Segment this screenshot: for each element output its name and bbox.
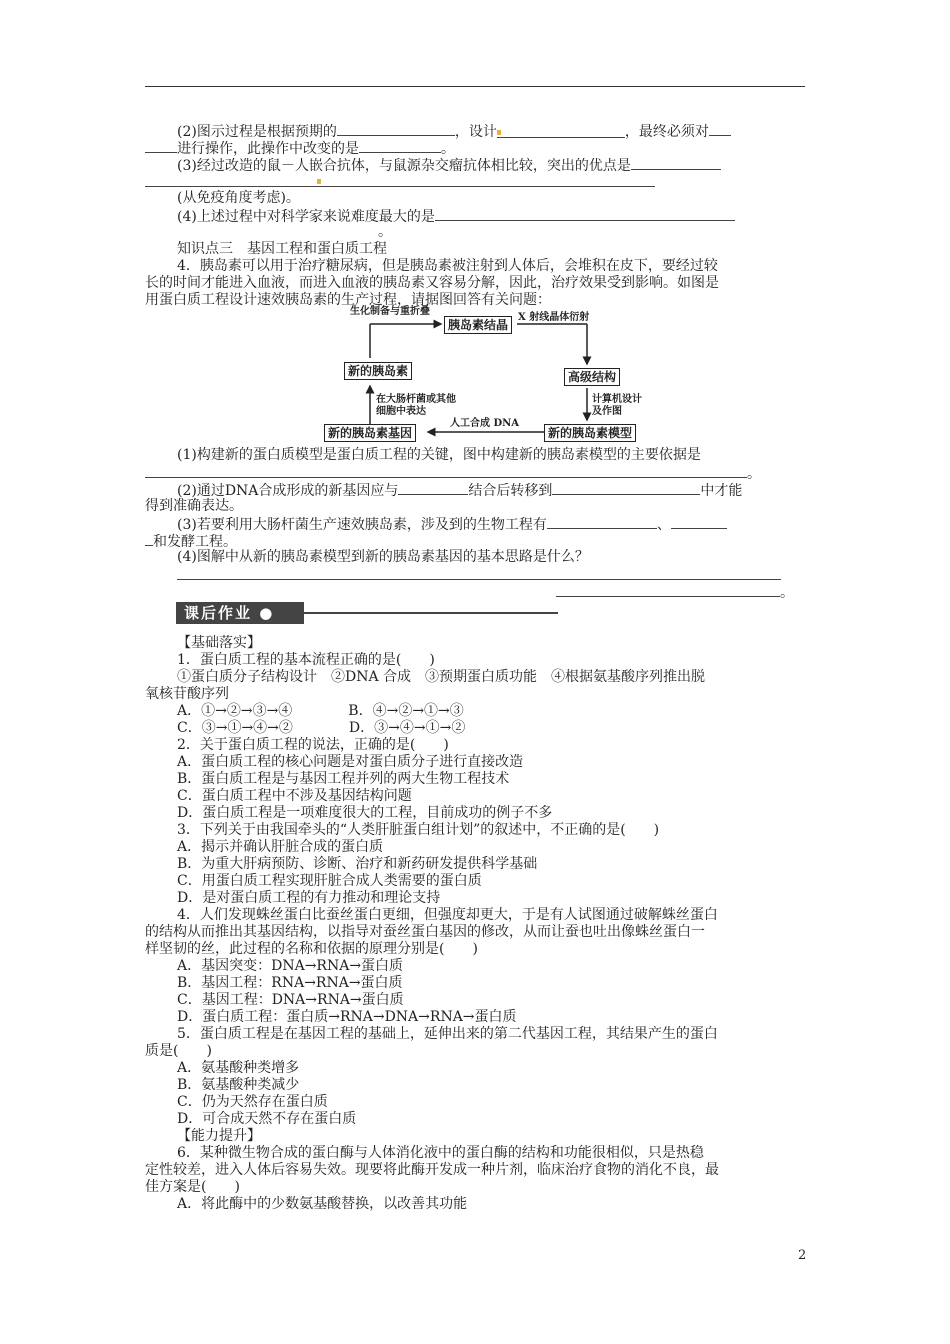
flow-diagram <box>320 306 642 442</box>
label-express-1: 在大肠杆菌或其他 <box>376 394 456 405</box>
hw-q2-d: D．蛋白质工程是一项难度很大的工程，目前成功的例子不多 <box>177 805 553 821</box>
hw-q1-items-2: 氧核苷酸序列 <box>145 686 229 702</box>
hw-q5-a: A．氨基酸种类增多 <box>177 1060 300 1076</box>
hw-q4-c: C．基因工程：DNA→RNA→蛋白质 <box>177 992 404 1008</box>
hw-q1-items: ①蛋白质分子结构设计 ②DNA 合成 ③预期蛋白质功能 ④根据氨基酸序列推出脱 <box>177 669 706 685</box>
hw-q5-c: C．仍为天然存在蛋白质 <box>177 1094 328 1110</box>
hw-q4-d: D．蛋白质工程：蛋白质→RNA→DNA→RNA→蛋白质 <box>177 1009 517 1025</box>
hw-q3-a: A．揭示并确认肝脏合成的蛋白质 <box>177 839 384 855</box>
box-new-insulin: 新的胰岛素 <box>344 362 412 380</box>
hw-q6-a: A．将此酶中的少数氨基酸替换，以改善其功能 <box>177 1196 468 1212</box>
sub-q2: (2)通过DNA合成形成的新基因应与 结合后转移到 中才能 <box>177 483 743 499</box>
sub-q2-end: 得到准确表达。 <box>145 498 243 514</box>
question-3-line: (3)经过改造的鼠－人嵌合抗体，与鼠源杂交瘤抗体相比较，突出的优点是 <box>177 156 721 175</box>
hw-q2-a: A．蛋白质工程的核心问题是对蛋白质分子进行直接改造 <box>177 754 524 770</box>
problem-4-line-2: 长的时间才能进入血液，而进入血液的胰岛素又容易分解，因此，治疗效果受到影响。如图是 <box>145 275 719 291</box>
problem-4-line-3: 用蛋白质工程设计速效胰岛素的生产过程，请据图回答有关问题： <box>145 292 551 308</box>
label-express-2: 细胞中表达 <box>376 406 426 417</box>
hw-q2-c: C．蛋白质工程中不涉及基因结构问题 <box>177 788 412 804</box>
label-synth-dna: 人工合成 DNA <box>450 418 520 429</box>
hw-q5-b: B．氨基酸种类减少 <box>177 1077 300 1093</box>
section-title: 知识点三 基因工程和蛋白质工程 <box>177 241 387 257</box>
hw-q5-2: 质是( ) <box>145 1043 212 1059</box>
question-3-note: (从免疫角度考虑)。 <box>177 190 300 206</box>
question-2-line-2: 进行操作，此操作中改变的是 。 <box>145 139 455 158</box>
hw-q4-3: 样坚韧的丝，此过程的名称和依据的原理分别是( ) <box>145 941 478 957</box>
sub-q4-blank-2: 。 <box>556 583 794 602</box>
box-higher-structure: 高级结构 <box>564 368 620 386</box>
hw-q4: 4．人们发现蛛丝蛋白比蚕丝蛋白更细，但强度却更大，于是有人试图通过破解蛛丝蛋白 <box>177 907 718 923</box>
sub-q3: (3)若要利用大肠杆菌生产速效胰岛素，涉及到的生物工程有 、 <box>177 515 727 534</box>
hw-heading-advanced: 【能力提升】 <box>177 1128 261 1144</box>
hw-q4-2: 的结构从而推出其基因结构，以指导对蚕丝蛋白基因的修改，从而让蚕也吐出像蛛丝蛋白一 <box>145 924 705 940</box>
label-design-2: 及作图 <box>592 406 622 417</box>
sub-q4: (4)图解中从新的胰岛素模型到新的胰岛素基因的基本思路是什么？ <box>177 549 589 565</box>
question-4-end: 。 <box>378 224 392 240</box>
header-rule <box>145 86 805 87</box>
homework-banner: 课后作业 ● <box>176 602 304 624</box>
hw-q6-3: 佳方案是( ) <box>145 1179 240 1195</box>
sub-q1: (1)构建新的蛋白质模型是蛋白质工程的关键，图中构建新的胰岛素模型的主要依据是 <box>177 447 701 463</box>
hw-q3-d: D．是对蛋白质工程的有力推动和理论支持 <box>177 890 441 906</box>
question-4-line: (4)上述过程中对科学家来说难度最大的是 <box>177 207 735 226</box>
hw-q5: 5．蛋白质工程是在基因工程的基础上，延伸出来的第二代基因工程，其结果产生的蛋白 <box>177 1026 718 1042</box>
label-xray: X 射线晶体衍射 <box>518 312 590 323</box>
box-new-insulin-gene: 新的胰岛素基因 <box>324 424 416 442</box>
question-3-blank <box>145 173 655 190</box>
hw-q3-c: C．用蛋白质工程实现肝脏合成人类需要的蛋白质 <box>177 873 482 889</box>
problem-4-line-1: 4．胰岛素可以用于治疗糖尿病，但是胰岛素被注射到人体后，会堆积在皮下，要经过较 <box>177 258 718 274</box>
sub-q3-end: 和发酵工程。 <box>145 532 237 551</box>
hw-q1-ab: A．①→②→③→④ B．④→②→①→③ <box>177 703 464 719</box>
hw-q5-d: D．可合成天然不存在蛋白质 <box>177 1111 357 1127</box>
banner-rule <box>296 612 558 614</box>
hw-q3: 3．下列关于由我国牵头的“人类肝脏蛋白组计划”的叙述中，不正确的是( ) <box>177 822 660 838</box>
hw-q6: 6．某种微生物合成的蛋白酶与人体消化液中的蛋白酶的结构和功能很相似，只是热稳 <box>177 1145 704 1161</box>
hw-q2-b: B．蛋白质工程是与基因工程并列的两大生物工程技术 <box>177 771 510 787</box>
hw-q6-2: 定性较差，进入人体后容易失效。现要将此酶开发成一种片剂，临床治疗食物的消化不良，最 <box>145 1162 719 1178</box>
hw-heading-basic: 【基础落实】 <box>177 635 261 651</box>
hw-q4-b: B．基因工程：RNA→RNA→蛋白质 <box>177 975 403 991</box>
hw-q1: 1．蛋白质工程的基本流程正确的是( ) <box>177 652 435 668</box>
page-number: 2 <box>798 1248 807 1263</box>
hw-q1-cd: C．③→①→④→② D．③→④→①→② <box>177 720 466 736</box>
hw-q3-b: B．为重大肝病预防、诊断、治疗和新药研发提供科学基础 <box>177 856 538 872</box>
question-2-line: (2)图示过程是根据预期的 ，设计 ，最终必须对 <box>177 122 731 141</box>
box-new-insulin-model: 新的胰岛素模型 <box>544 424 636 442</box>
label-design-1: 计算机设计 <box>592 394 642 405</box>
hw-q4-a: A．基因突变：DNA→RNA→蛋白质 <box>177 958 404 974</box>
hw-q2: 2．关于蛋白质工程的说法，正确的是( ) <box>177 737 449 753</box>
sub-q1-blank: 。 <box>145 464 761 483</box>
box-insulin-crystal: 胰岛素结晶 <box>444 316 512 334</box>
label-prep: 生化制备与重折叠 <box>350 306 430 317</box>
